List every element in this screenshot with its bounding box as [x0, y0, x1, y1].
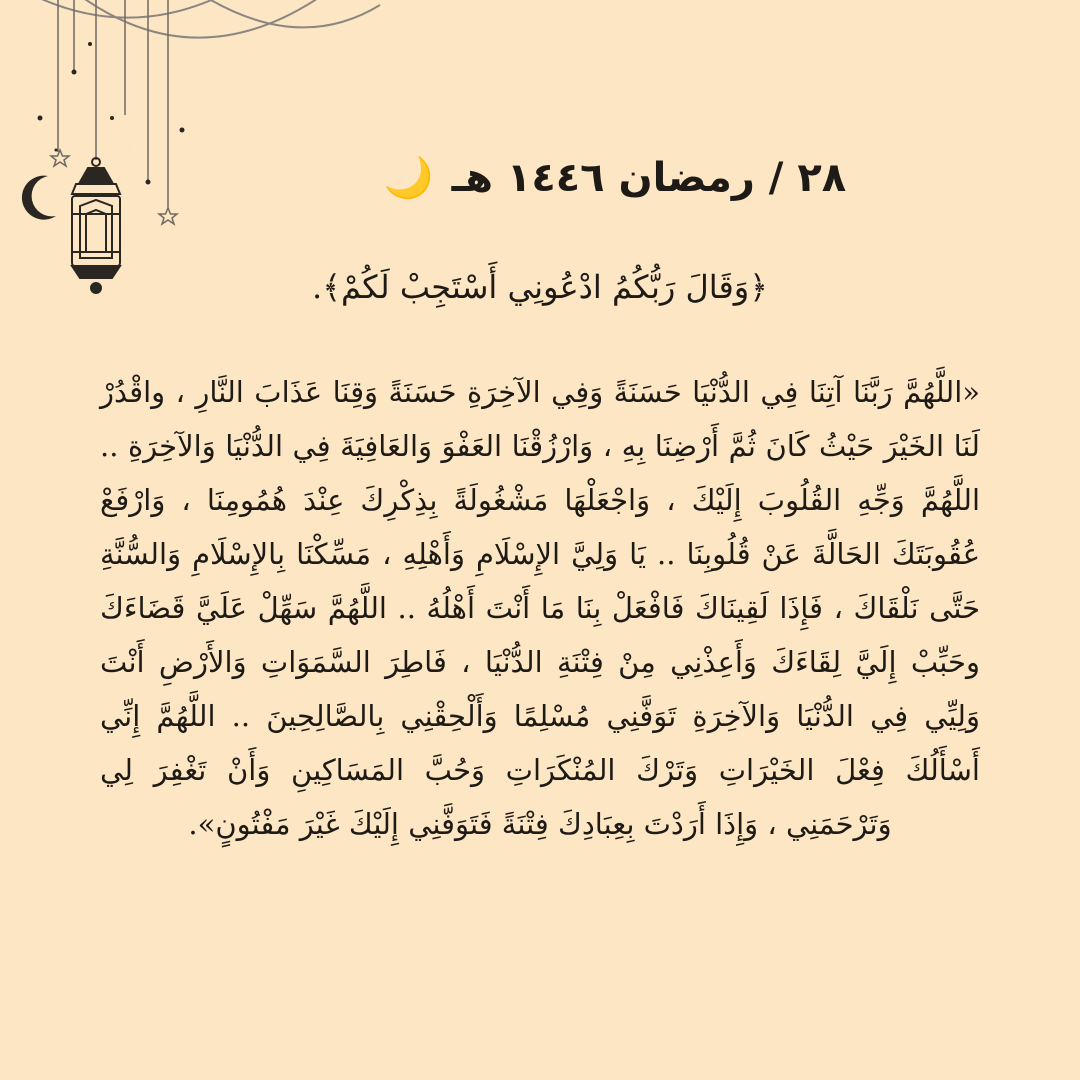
quran-verse: ﴿وَقَالَ رَبُّكُمُ ادْعُونِي أَسْتَجِبْ لَكُمْ﴾. [312, 268, 768, 306]
page-title [0, 148, 1080, 208]
dua-paragraph: «اللَّهُمَّ رَبَّنَا آتِنَا فِي الدُّنْيَا حَسَنَةً وَفِي الآخِرَةِ حَسَنَةً وَقِنَا عَذَابَ النَّارِ ، واقْدُرْ لَنَا الخَيْرَ حَيْثُ كَانَ ثُمَّ أَرْضِنَا بِهِ ، وَارْزُقْنَا العَفْوَ وَالعَافِيَةَ فِي الدُّنْيَا وَالآخِرَةِ .. اللَّهُمَّ وَجِّهِ القُلُوبَ إِلَيْكَ ، وَاجْعَلْهَا مَشْغُولَةً بِذِكْرِكَ عِنْدَ هُمُومِنَا ، وَارْفَعْ عُقُوبَتَكَ الحَالَّةَ عَنْ قُلُوبِنَا .. يَا وَلِيَّ الإِسْلَامِ وَأَهْلِهِ ، مَسِّكْنَا بِالإِسْلَامِ وَالسُّنَّةِ حَتَّى نَلْقَاكَ ، فَإِذَا لَقِينَاكَ فَافْعَلْ بِنَا مَا أَنْتَ أَهْلُهُ .. اللَّهُمَّ سَهِّلْ عَلَيَّ قَضَاءَكَ وحَبِّبْ إِلَيَّ لِقَاءَكَ وَأَعِذْنِي مِنْ فِتْنَةِ الدُّنْيَا ، فَاطِرَ السَّمَوَاتِ وَالأَرْضِ أَنْتَ وَلِيِّي فِي الدُّنْيَا وَالآخِرَةِ تَوَفَّنِي مُسْلِمًا وَأَلْحِقْنِي بِالصَّالِحِينَ .. اللَّهُمَّ إِنِّي أَسْأَلُكَ فِعْلَ الخَيْرَاتِ وَتَرْكَ المُنْكَرَاتِ وَحُبَّ المَسَاكِينِ وَأَنْ تَغْفِرَ لِي وَتَرْحَمَنِي ، وَإِذَا أَرَدْتَ بِعِبَادِكَ فِتْنَةً فَتَوَفَّنِي إِلَيْكَ غَيْرَ مَفْتُونٍ». [100, 375, 980, 841]
crescent-emoji-icon: 🌙 [383, 155, 434, 201]
title-text: ٢٨ / رمضان ١٤٤٦ هـ [451, 155, 847, 201]
arc-garland-icon [0, 0, 380, 38]
